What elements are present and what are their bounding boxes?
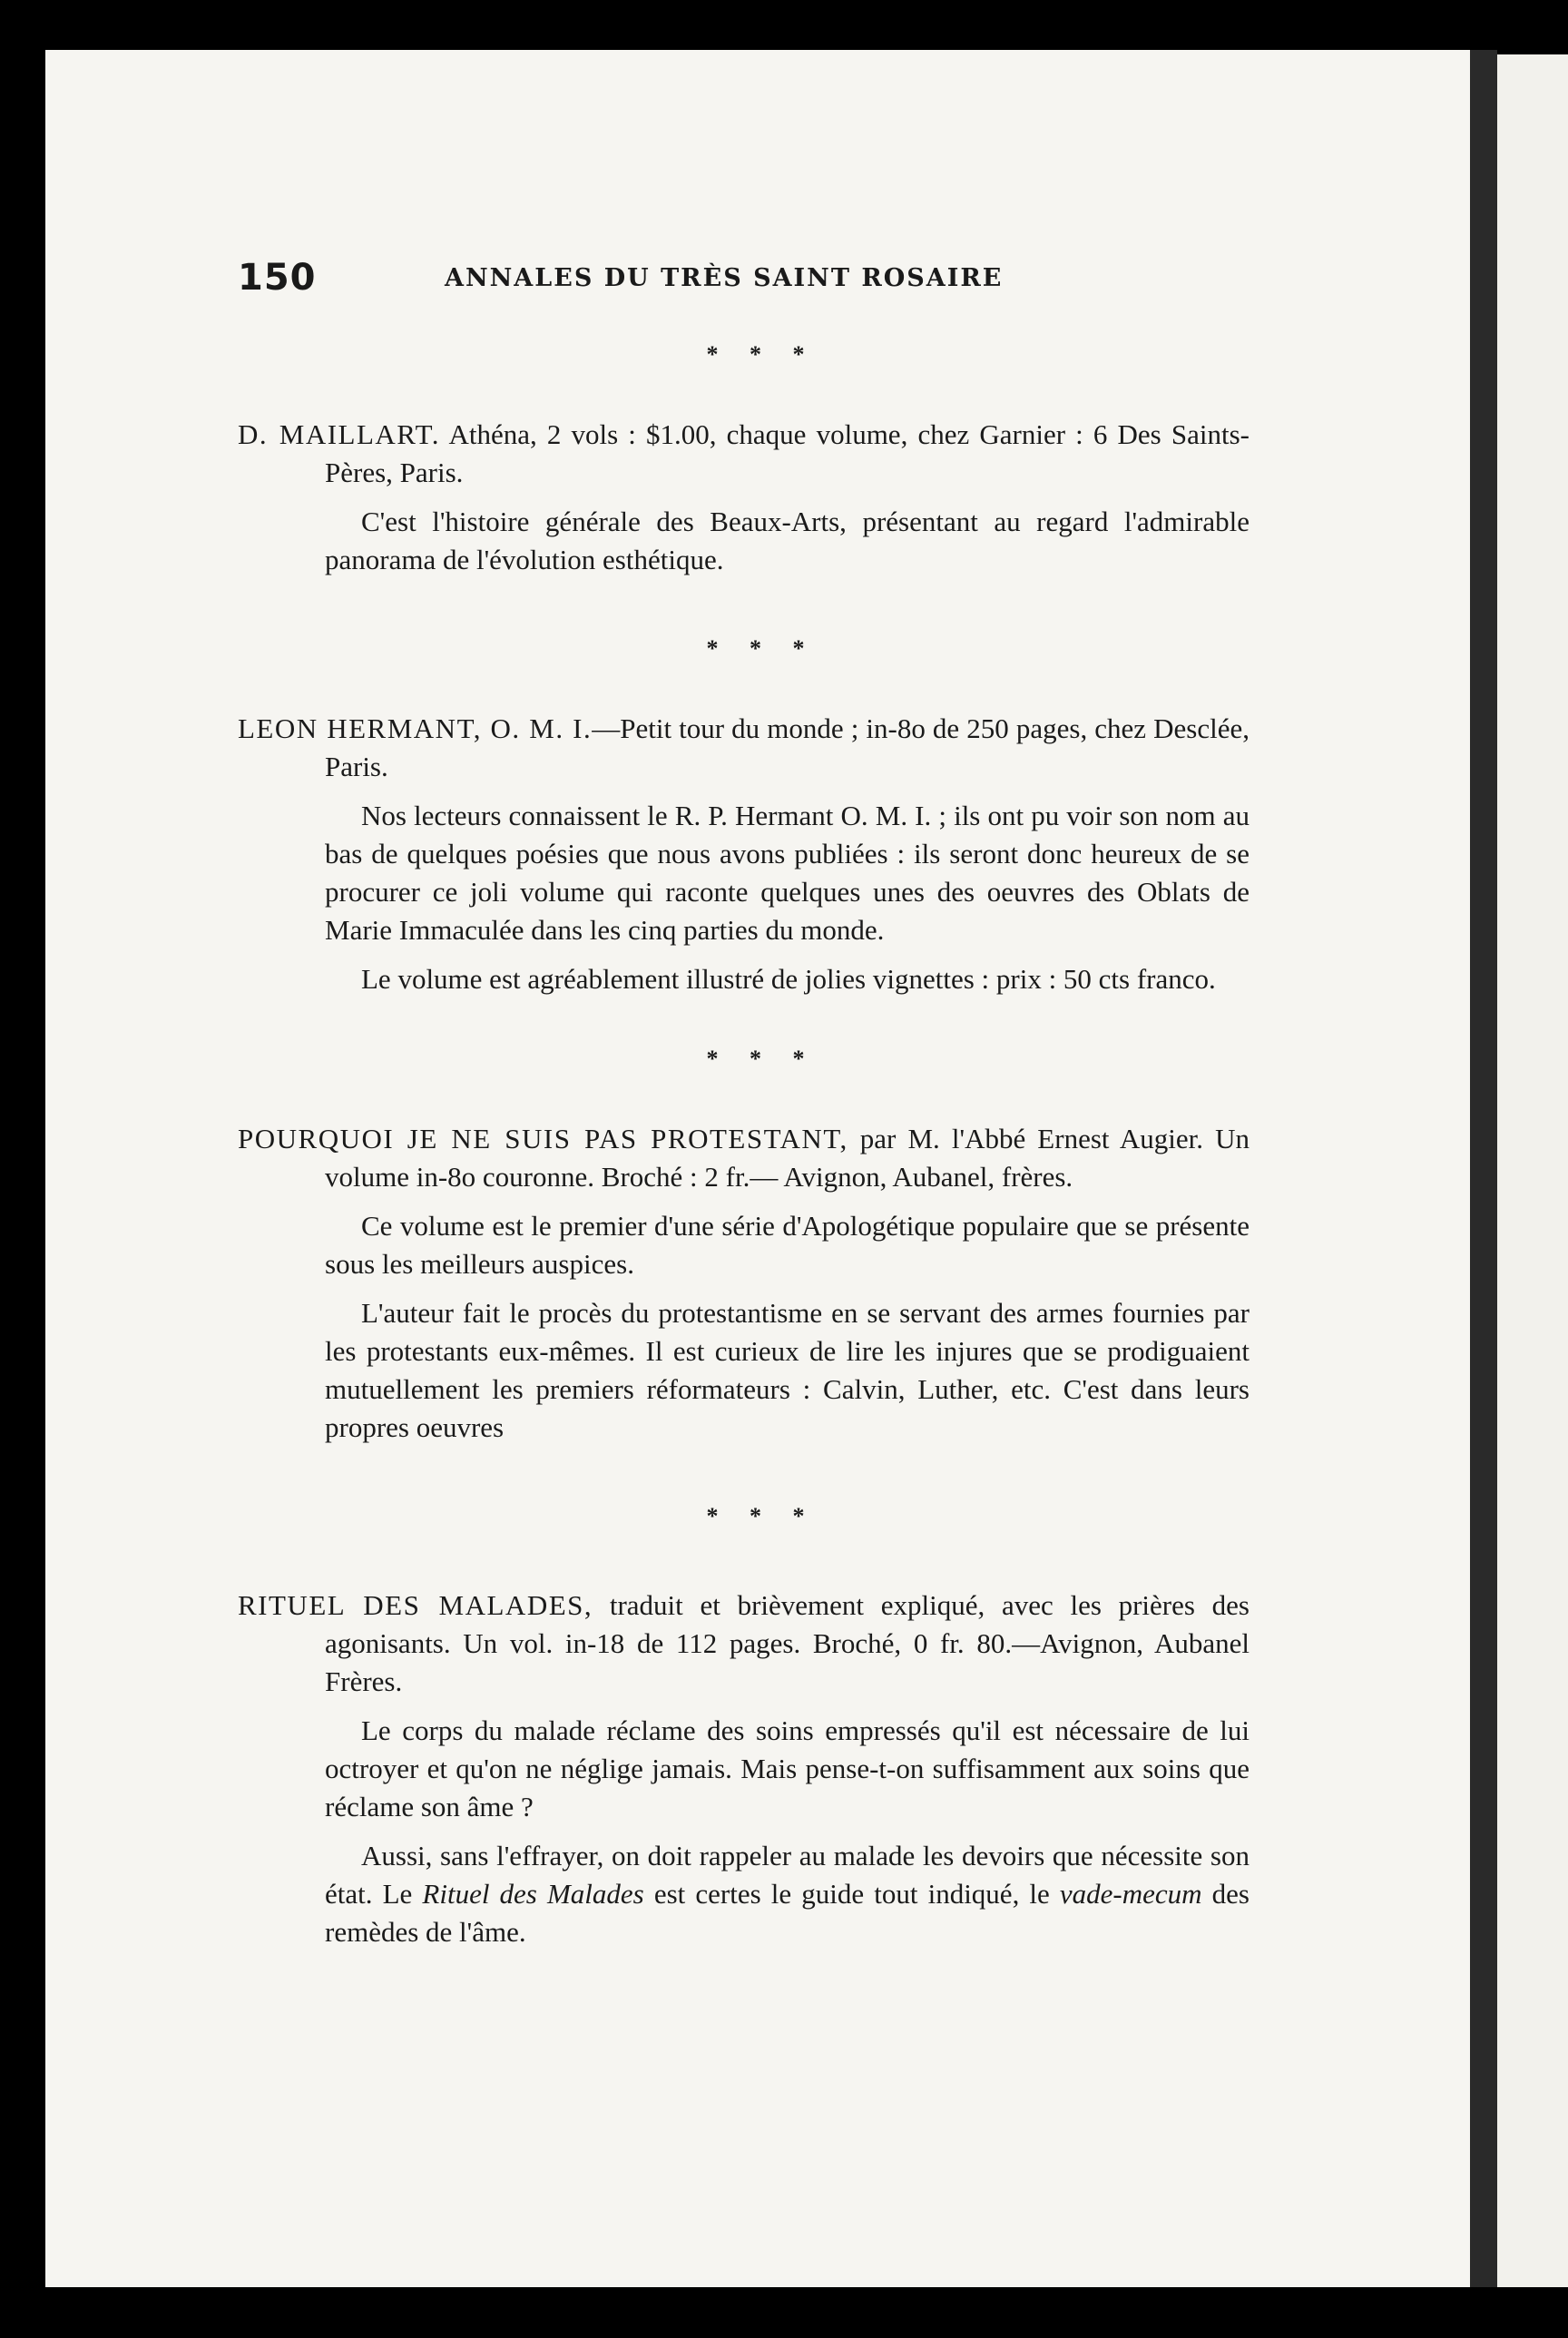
entry-details: traduit et brièvement expliqué, avec les prières des agonisants. Un vol. in-18 de 112 pages. Broché, 0 fr. 80.—Avignon, Aubanel Frères. bbox=[325, 1589, 1250, 1697]
entry-author: D. MAILLART. bbox=[238, 418, 441, 450]
entry-paragraph-final bbox=[238, 1837, 1250, 1951]
entry-paragraph: L'auteur fait le procès du protestantisme en se servant des armes fournies par les protestants eux-mêmes. Il est curieux de lire les injures que se prodiguaient mutuellement les premiers réformateurs : Calvin, Luther, etc. C'est dans leurs propres oeuvres bbox=[325, 1297, 1250, 1443]
section-separator: * * * bbox=[706, 341, 818, 368]
entry-heading bbox=[238, 710, 1250, 786]
facing-page-edge bbox=[1497, 54, 1568, 2287]
entry-paragraph: C'est l'histoire générale des Beaux-Arts, présentant au regard l'admirable panorama de l'évolution esthétique. bbox=[325, 506, 1250, 575]
page-gutter bbox=[1470, 50, 1497, 2287]
entry-heading bbox=[238, 1120, 1250, 1196]
entry-heading bbox=[238, 416, 1250, 492]
page-content bbox=[238, 336, 1250, 1951]
section-separator: * * * bbox=[706, 1046, 818, 1072]
entry-paragraph: Le volume est agréablement illustré de jolies vignettes : prix : 50 cts franco. bbox=[361, 963, 1216, 995]
book-title-italic: Rituel des Malades bbox=[422, 1878, 644, 1910]
entry-paragraph: Nos lecteurs connaissent le R. P. Hermant O. M. I. ; ils ont pu voir son nom au bas de quelques poésies que nous avons publiées : ils seront donc heureux de se procurer ce joli volume qui raconte quelques unes des oeuvres des Oblats de Marie Immaculée dans les cinq parties du monde. bbox=[325, 800, 1250, 946]
section-separator: * * * bbox=[706, 1503, 818, 1529]
entry-paragraph: Le corps du malade réclame des soins empressés qu'il est nécessaire de lui octroyer et qu'on ne néglige jamais. Mais pense-t-on suffisamment aux soins que réclame son âme ? bbox=[325, 1714, 1250, 1822]
entry-details: Athéna, 2 vols : $1.00, chaque volume, chez Garnier : 6 Des Saints-Pères, Paris. bbox=[325, 418, 1250, 488]
text-run: Aussi, sans l'effrayer, on doit rappeler au malade les devoirs que nécessite son état. Le bbox=[325, 1840, 1250, 1910]
entry-details: par M. l'Abbé Ernest Augier. Un volume in-8o couronne. Broché : 2 fr.— Avignon, Aubanel, frères. bbox=[325, 1123, 1250, 1193]
entry-heading bbox=[238, 1586, 1250, 1701]
running-title: ANNALES DU TRÈS SAINT ROSAIRE bbox=[445, 264, 1004, 292]
latin-term-italic: vade-mecum bbox=[1059, 1878, 1202, 1910]
entry-paragraph: Ce volume est le premier d'une série d'Apologétique populaire que se présente sous les meilleurs auspices. bbox=[325, 1210, 1250, 1280]
section-separator: * * * bbox=[706, 635, 818, 662]
entry-title: RITUEL DES MALADES, bbox=[238, 1589, 593, 1621]
page-number: 150 bbox=[238, 257, 317, 299]
page-header bbox=[238, 257, 1250, 302]
entry-author: LEON HERMANT, O. M. I. bbox=[238, 712, 593, 744]
text-run: est certes le guide tout indiqué, le bbox=[643, 1878, 1060, 1910]
text-run: des remèdes de l'âme. bbox=[325, 1878, 1250, 1948]
entry-title: POURQUOI JE NE SUIS PAS PROTESTANT, bbox=[238, 1123, 848, 1154]
entry-details: —Petit tour du monde ; in-8o de 250 pages, chez Desclée, Paris. bbox=[325, 712, 1250, 782]
